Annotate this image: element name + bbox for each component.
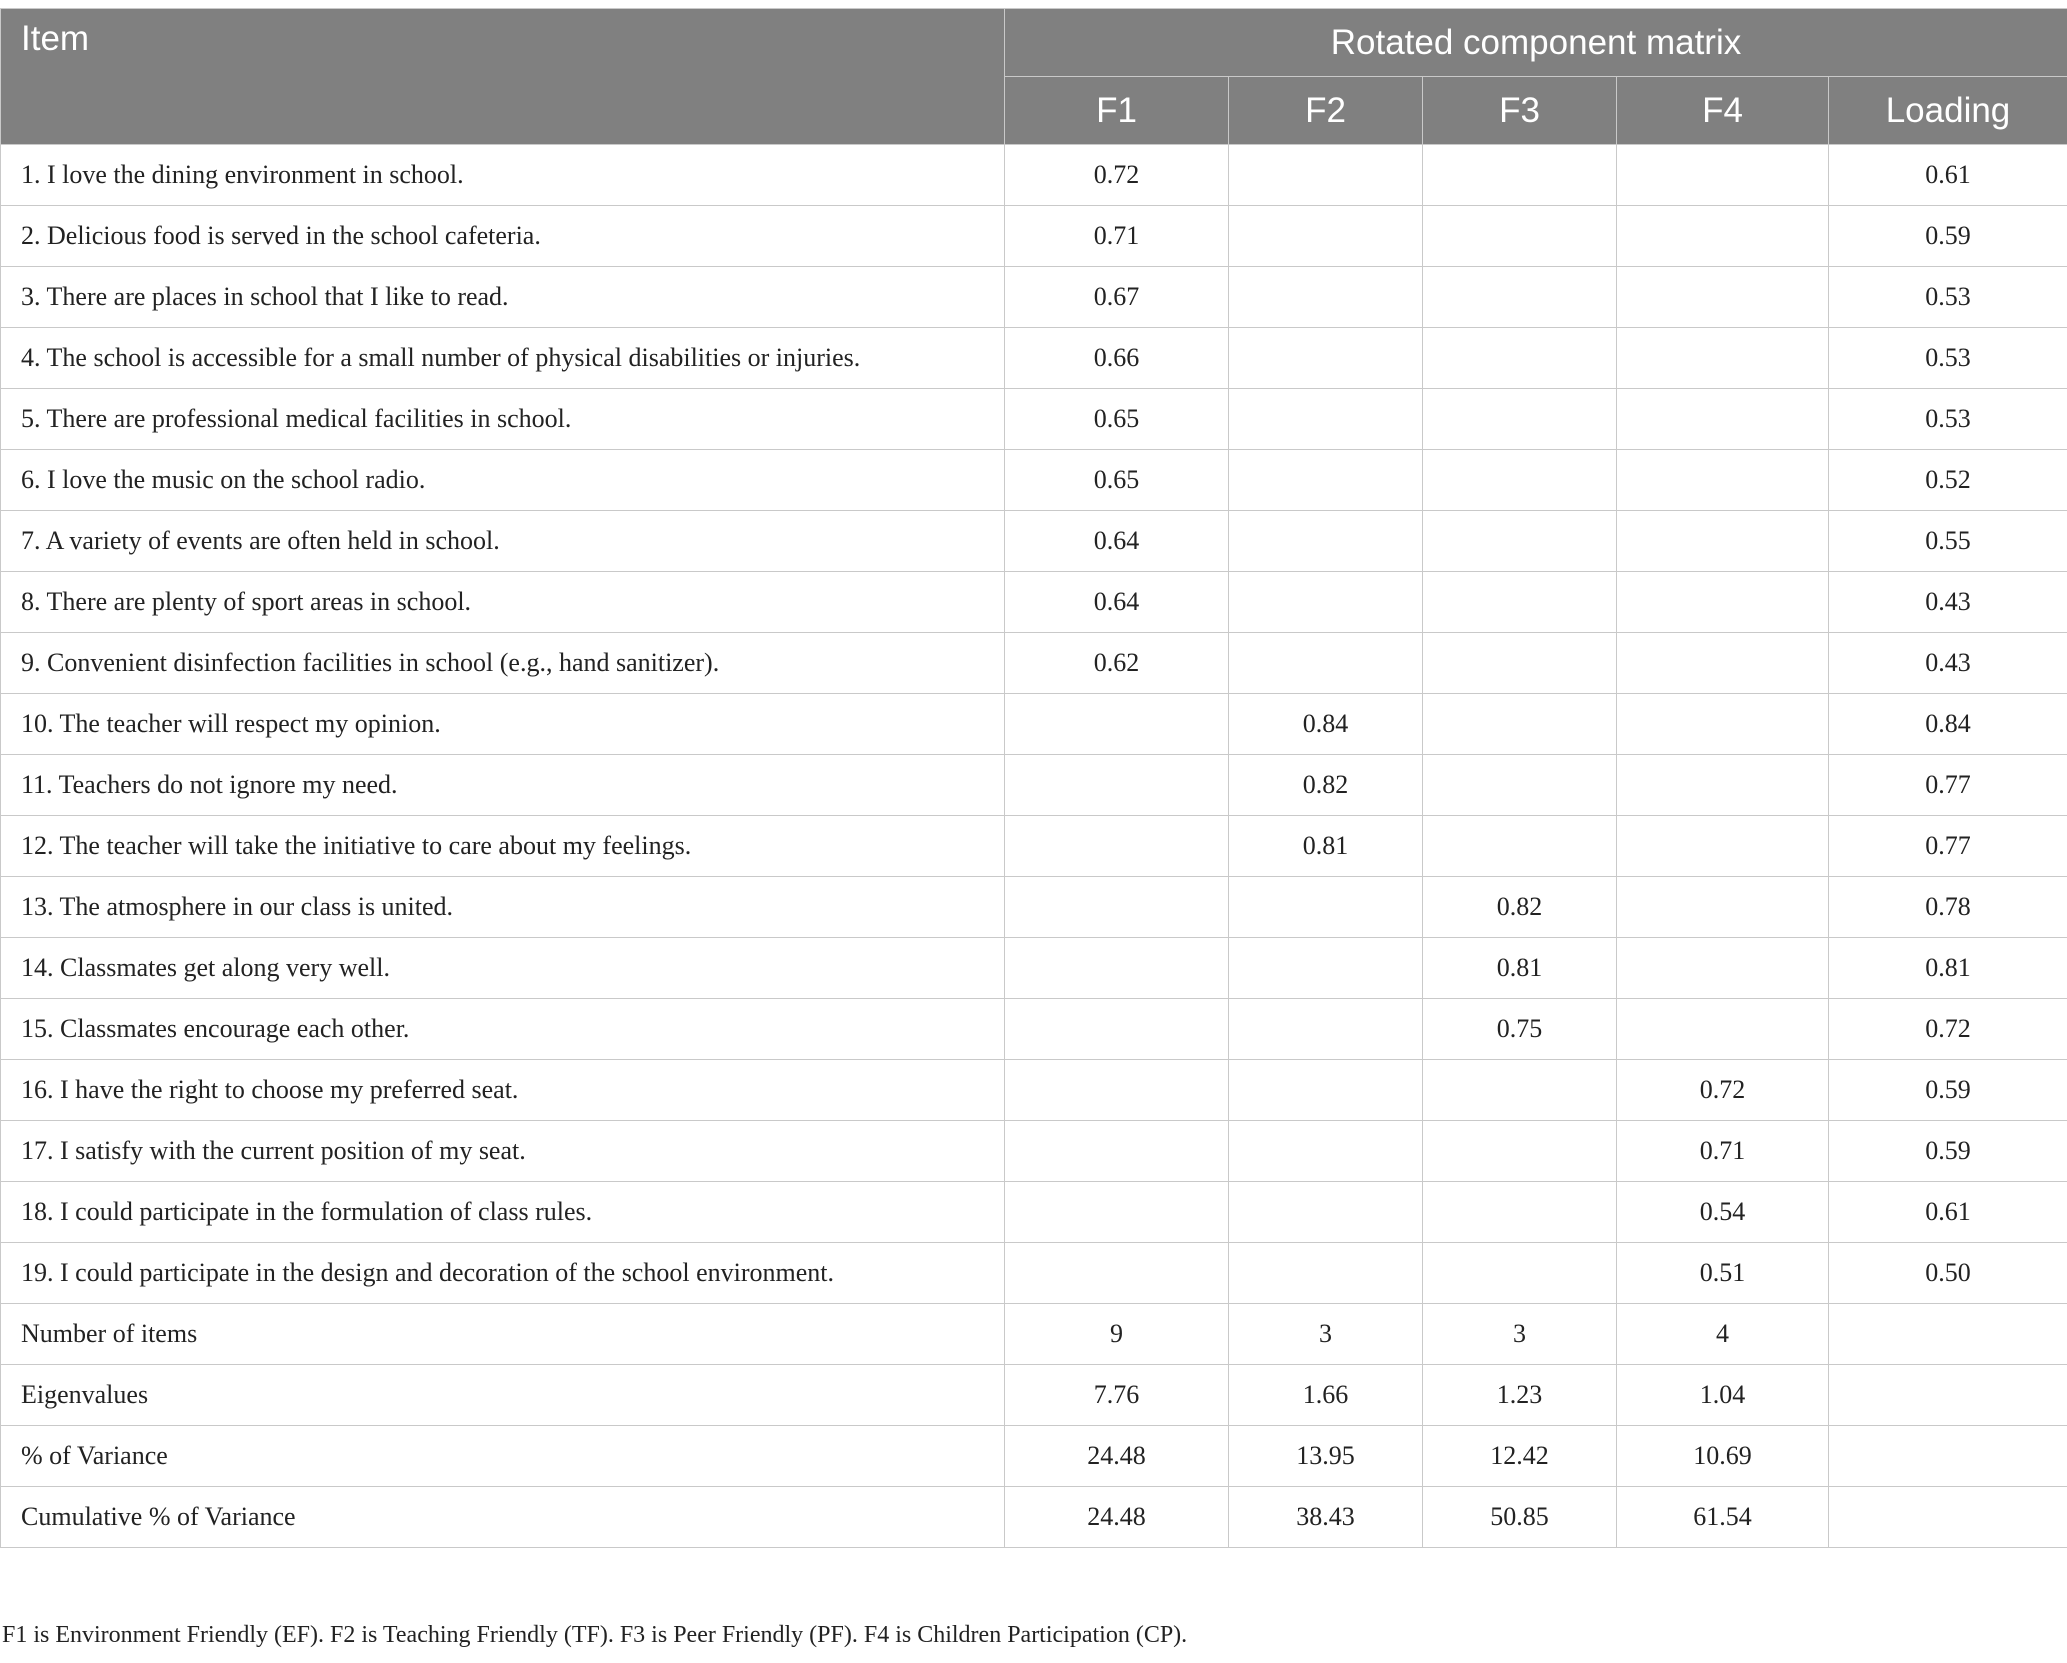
- f4-cell: [1617, 450, 1829, 511]
- table-row: [1, 877, 2067, 938]
- loading-cell: 0.59: [1829, 1121, 2067, 1182]
- f2-cell: [1229, 450, 1423, 511]
- f3-cell: 50.85: [1423, 1487, 1617, 1548]
- f1-column-header: F1: [1005, 77, 1229, 145]
- f1-cell: 0.65: [1005, 389, 1229, 450]
- item-cell: % of Variance: [1, 1426, 1005, 1487]
- table-row: [1, 1426, 2067, 1487]
- table-row: [1, 694, 2067, 755]
- table-body: [1, 145, 2067, 1548]
- f3-cell: [1423, 694, 1617, 755]
- f4-cell: [1617, 572, 1829, 633]
- f1-cell: [1005, 694, 1229, 755]
- f3-cell: [1423, 633, 1617, 694]
- f4-cell: [1617, 877, 1829, 938]
- item-cell: 16. I have the right to choose my preferred seat.: [1, 1060, 1005, 1121]
- f1-cell: 24.48: [1005, 1426, 1229, 1487]
- f4-cell: 4: [1617, 1304, 1829, 1365]
- rotated-component-matrix-table: [0, 8, 2067, 1548]
- f2-cell: [1229, 1121, 1423, 1182]
- f2-cell: [1229, 267, 1423, 328]
- item-cell: 5. There are professional medical facilities in school.: [1, 389, 1005, 450]
- f4-cell: [1617, 145, 1829, 206]
- f3-cell: [1423, 267, 1617, 328]
- f3-cell: 3: [1423, 1304, 1617, 1365]
- item-cell: 1. I love the dining environment in school.: [1, 145, 1005, 206]
- f2-cell: [1229, 633, 1423, 694]
- item-cell: 17. I satisfy with the current position of my seat.: [1, 1121, 1005, 1182]
- item-column-header: Item: [1, 9, 1005, 145]
- f3-cell: [1423, 816, 1617, 877]
- f4-cell: [1617, 328, 1829, 389]
- item-cell: 19. I could participate in the design and decoration of the school environment.: [1, 1243, 1005, 1304]
- f2-cell: [1229, 389, 1423, 450]
- item-cell: 4. The school is accessible for a small number of physical disabilities or injuries.: [1, 328, 1005, 389]
- f3-cell: [1423, 1121, 1617, 1182]
- table-row: [1, 267, 2067, 328]
- table-row: [1, 999, 2067, 1060]
- loading-cell: 0.43: [1829, 633, 2067, 694]
- f2-cell: [1229, 1182, 1423, 1243]
- loading-cell: 0.61: [1829, 145, 2067, 206]
- f4-cell: [1617, 633, 1829, 694]
- f2-cell: [1229, 145, 1423, 206]
- loading-cell: [1829, 1487, 2067, 1548]
- loading-column-header: Loading: [1829, 77, 2067, 145]
- table-footnote: F1 is Environment Friendly (EF). F2 is Teaching Friendly (TF). F3 is Peer Friendly (PF). F4 is Children Participation (CP).: [2, 1622, 1188, 1648]
- f1-cell: 24.48: [1005, 1487, 1229, 1548]
- loading-cell: 0.61: [1829, 1182, 2067, 1243]
- f3-cell: [1423, 1060, 1617, 1121]
- f3-cell: [1423, 206, 1617, 267]
- table-row: [1, 816, 2067, 877]
- f1-cell: 0.72: [1005, 145, 1229, 206]
- f4-column-header: F4: [1617, 77, 1829, 145]
- item-cell: Number of items: [1, 1304, 1005, 1365]
- item-cell: 13. The atmosphere in our class is united.: [1, 877, 1005, 938]
- loading-cell: 0.43: [1829, 572, 2067, 633]
- f1-cell: [1005, 1243, 1229, 1304]
- f4-cell: 0.72: [1617, 1060, 1829, 1121]
- loading-cell: [1829, 1426, 2067, 1487]
- f1-cell: 0.67: [1005, 267, 1229, 328]
- f1-cell: [1005, 999, 1229, 1060]
- f4-cell: [1617, 206, 1829, 267]
- item-cell: 2. Delicious food is served in the school cafeteria.: [1, 206, 1005, 267]
- f2-cell: 0.82: [1229, 755, 1423, 816]
- loading-cell: 0.84: [1829, 694, 2067, 755]
- f1-cell: 0.66: [1005, 328, 1229, 389]
- table-row: [1, 633, 2067, 694]
- table-header: [1, 9, 2067, 145]
- f2-cell: 0.84: [1229, 694, 1423, 755]
- f3-cell: 0.81: [1423, 938, 1617, 999]
- loading-cell: [1829, 1365, 2067, 1426]
- f3-cell: 0.75: [1423, 999, 1617, 1060]
- item-cell: 15. Classmates encourage each other.: [1, 999, 1005, 1060]
- f2-cell: [1229, 999, 1423, 1060]
- f2-cell: [1229, 328, 1423, 389]
- f1-cell: [1005, 877, 1229, 938]
- item-cell: 6. I love the music on the school radio.: [1, 450, 1005, 511]
- f4-cell: 1.04: [1617, 1365, 1829, 1426]
- loading-cell: [1829, 1304, 2067, 1365]
- loading-cell: 0.77: [1829, 755, 2067, 816]
- loading-cell: 0.53: [1829, 328, 2067, 389]
- f1-cell: 0.65: [1005, 450, 1229, 511]
- table-row: [1, 511, 2067, 572]
- f4-cell: [1617, 267, 1829, 328]
- f4-cell: 10.69: [1617, 1426, 1829, 1487]
- item-cell: 12. The teacher will take the initiative to care about my feelings.: [1, 816, 1005, 877]
- table-row: [1, 572, 2067, 633]
- item-cell: 9. Convenient disinfection facilities in school (e.g., hand sanitizer).: [1, 633, 1005, 694]
- f2-cell: [1229, 877, 1423, 938]
- f1-cell: [1005, 755, 1229, 816]
- item-cell: 7. A variety of events are often held in school.: [1, 511, 1005, 572]
- f3-cell: 12.42: [1423, 1426, 1617, 1487]
- table-row: [1, 1304, 2067, 1365]
- table-row: [1, 938, 2067, 999]
- f2-cell: [1229, 938, 1423, 999]
- f1-cell: [1005, 816, 1229, 877]
- f4-cell: 61.54: [1617, 1487, 1829, 1548]
- f4-cell: 0.51: [1617, 1243, 1829, 1304]
- f4-cell: 0.71: [1617, 1121, 1829, 1182]
- item-cell: 3. There are places in school that I like to read.: [1, 267, 1005, 328]
- loading-cell: 0.55: [1829, 511, 2067, 572]
- f4-cell: [1617, 999, 1829, 1060]
- f1-cell: [1005, 1182, 1229, 1243]
- f3-cell: [1423, 511, 1617, 572]
- f1-cell: 9: [1005, 1304, 1229, 1365]
- f3-cell: 1.23: [1423, 1365, 1617, 1426]
- loading-cell: 0.52: [1829, 450, 2067, 511]
- loading-cell: 0.77: [1829, 816, 2067, 877]
- f3-cell: [1423, 1182, 1617, 1243]
- table-row: [1, 1121, 2067, 1182]
- table-row: [1, 755, 2067, 816]
- f4-cell: [1617, 389, 1829, 450]
- loading-cell: 0.59: [1829, 206, 2067, 267]
- f1-cell: 0.64: [1005, 572, 1229, 633]
- f1-cell: 0.64: [1005, 511, 1229, 572]
- f2-cell: 3: [1229, 1304, 1423, 1365]
- f2-cell: [1229, 1243, 1423, 1304]
- table-row: [1, 206, 2067, 267]
- item-cell: 18. I could participate in the formulation of class rules.: [1, 1182, 1005, 1243]
- loading-cell: 0.59: [1829, 1060, 2067, 1121]
- f2-cell: [1229, 572, 1423, 633]
- table-row: [1, 1243, 2067, 1304]
- f4-cell: [1617, 938, 1829, 999]
- table-row: [1, 1182, 2067, 1243]
- f2-cell: [1229, 511, 1423, 572]
- table-row: [1, 389, 2067, 450]
- table-row: [1, 1487, 2067, 1548]
- f2-cell: 1.66: [1229, 1365, 1423, 1426]
- f3-cell: [1423, 389, 1617, 450]
- f2-cell: 13.95: [1229, 1426, 1423, 1487]
- f3-cell: [1423, 328, 1617, 389]
- loading-cell: 0.53: [1829, 389, 2067, 450]
- f1-cell: 0.62: [1005, 633, 1229, 694]
- f2-cell: 0.81: [1229, 816, 1423, 877]
- loading-cell: 0.72: [1829, 999, 2067, 1060]
- item-cell: 8. There are plenty of sport areas in school.: [1, 572, 1005, 633]
- item-cell: Eigenvalues: [1, 1365, 1005, 1426]
- loading-cell: 0.53: [1829, 267, 2067, 328]
- table-row: [1, 450, 2067, 511]
- f1-cell: 7.76: [1005, 1365, 1229, 1426]
- f3-cell: [1423, 755, 1617, 816]
- item-cell: 11. Teachers do not ignore my need.: [1, 755, 1005, 816]
- f4-cell: [1617, 755, 1829, 816]
- f1-cell: [1005, 1060, 1229, 1121]
- f1-cell: [1005, 938, 1229, 999]
- f3-cell: [1423, 145, 1617, 206]
- loading-cell: 0.50: [1829, 1243, 2067, 1304]
- f4-cell: [1617, 694, 1829, 755]
- f3-cell: [1423, 572, 1617, 633]
- table-row: [1, 145, 2067, 206]
- f2-cell: [1229, 206, 1423, 267]
- rotated-component-matrix-header: Rotated component matrix: [1005, 9, 2067, 77]
- f4-cell: 0.54: [1617, 1182, 1829, 1243]
- f3-cell: 0.82: [1423, 877, 1617, 938]
- f3-cell: [1423, 1243, 1617, 1304]
- f1-cell: 0.71: [1005, 206, 1229, 267]
- item-cell: 14. Classmates get along very well.: [1, 938, 1005, 999]
- table-row: [1, 328, 2067, 389]
- f1-cell: [1005, 1121, 1229, 1182]
- f2-column-header: F2: [1229, 77, 1423, 145]
- table-container: [0, 8, 2067, 1548]
- loading-cell: 0.81: [1829, 938, 2067, 999]
- f3-column-header: F3: [1423, 77, 1617, 145]
- loading-cell: 0.78: [1829, 877, 2067, 938]
- f2-cell: [1229, 1060, 1423, 1121]
- f4-cell: [1617, 816, 1829, 877]
- f2-cell: 38.43: [1229, 1487, 1423, 1548]
- table-row: [1, 1060, 2067, 1121]
- item-cell: Cumulative % of Variance: [1, 1487, 1005, 1548]
- item-cell: 10. The teacher will respect my opinion.: [1, 694, 1005, 755]
- f3-cell: [1423, 450, 1617, 511]
- f4-cell: [1617, 511, 1829, 572]
- table-row: [1, 1365, 2067, 1426]
